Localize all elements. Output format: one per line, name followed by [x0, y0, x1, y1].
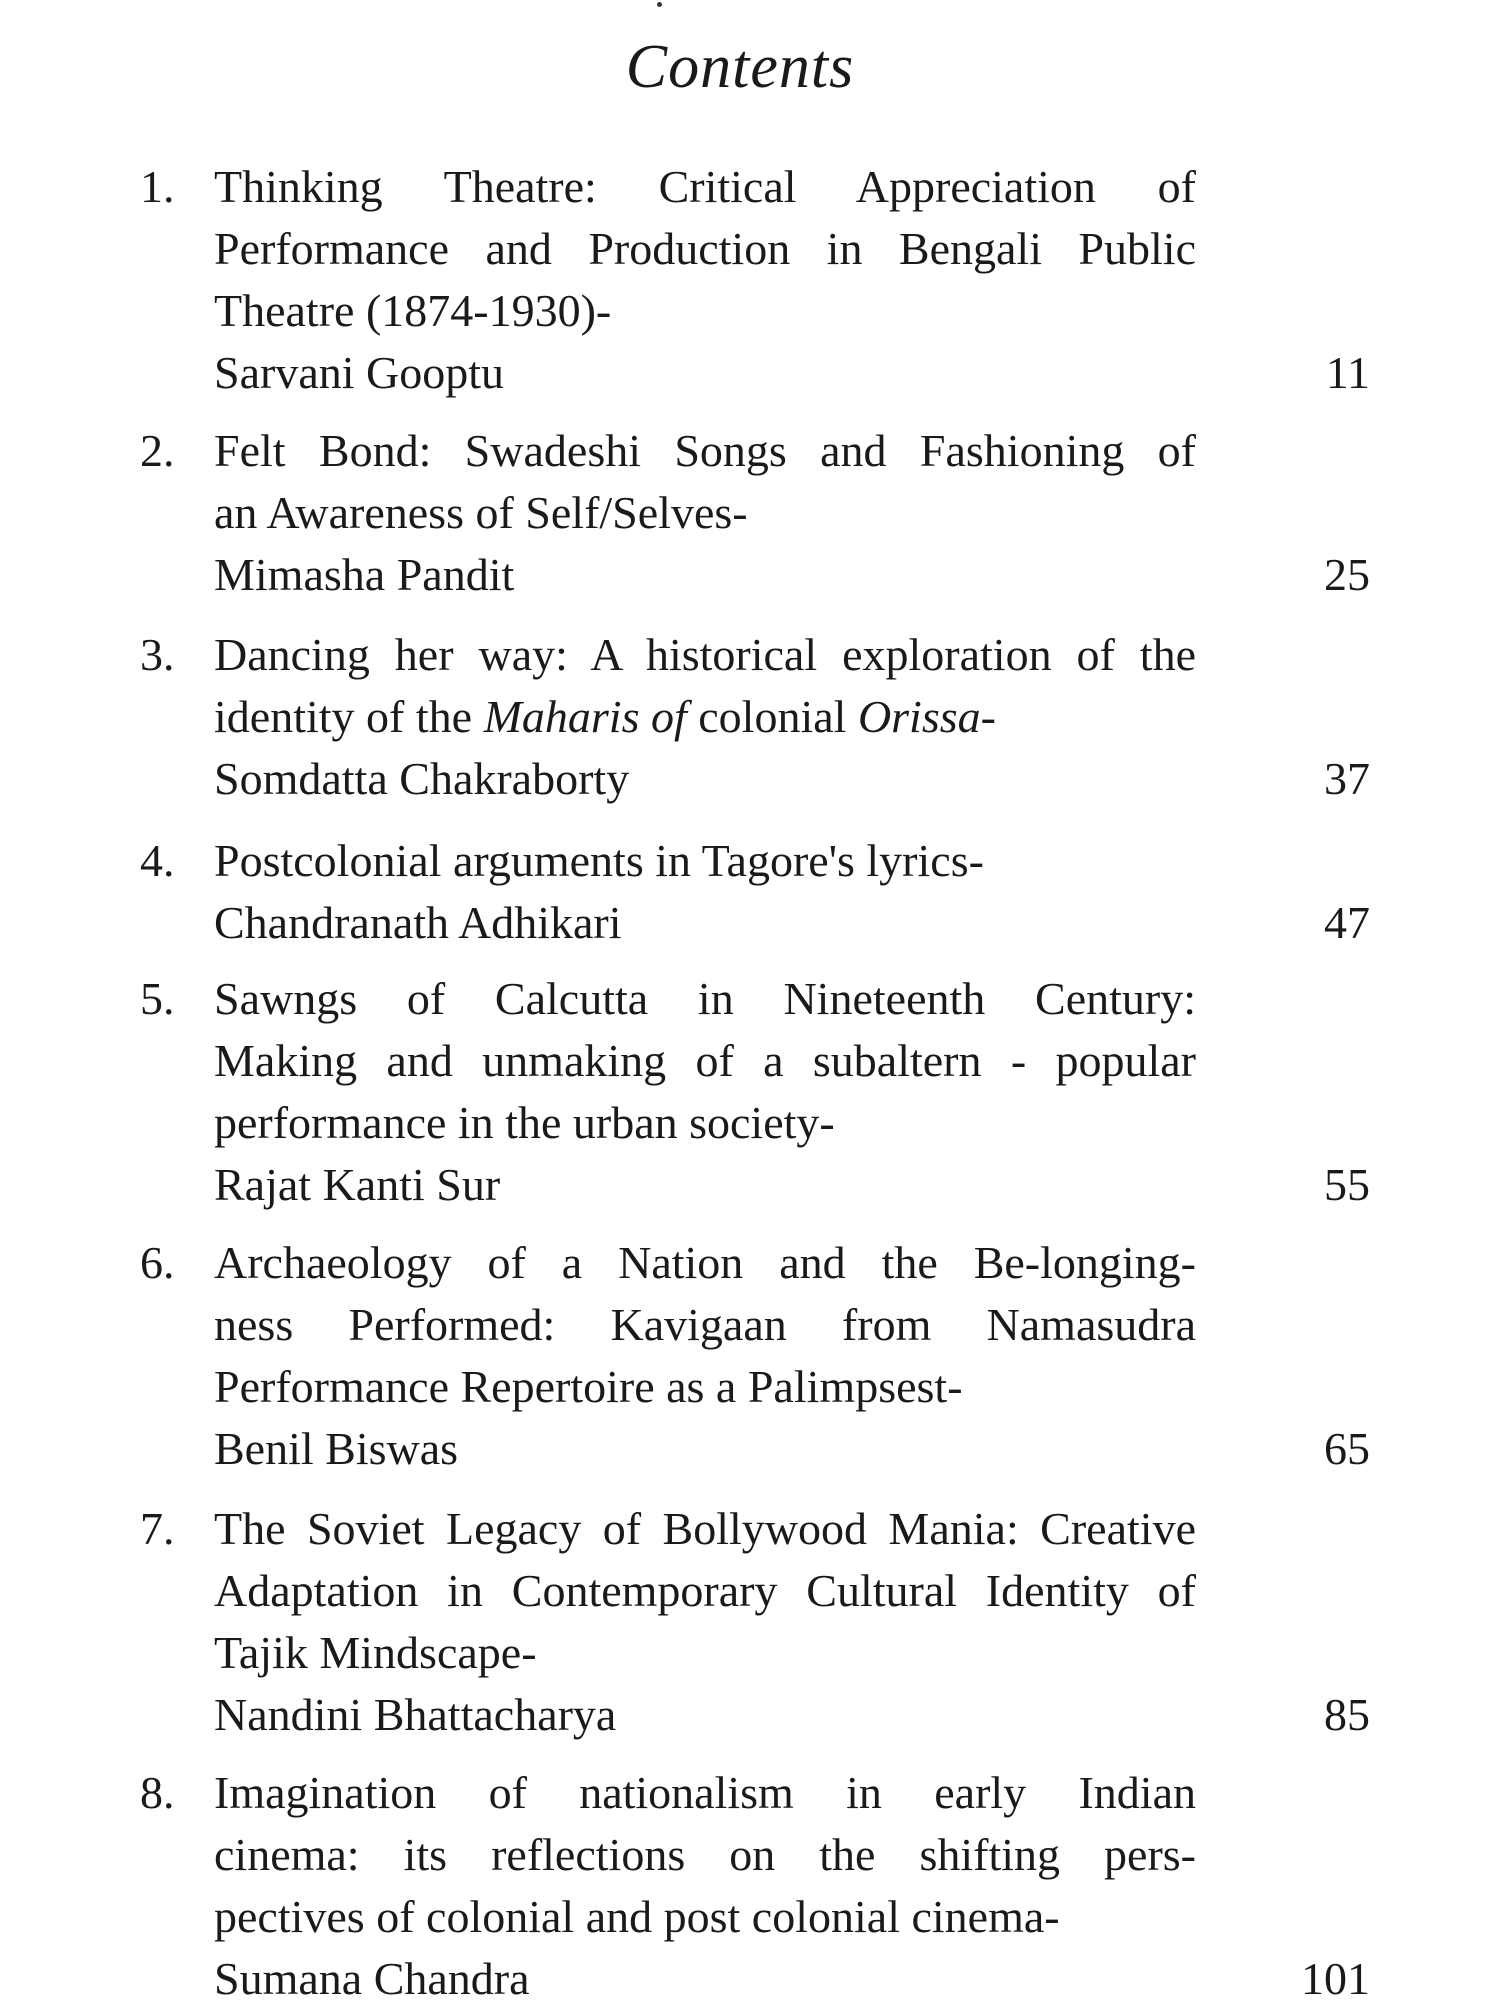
title-line: Thinking Theatre: Critical Appreciation of: [214, 161, 1196, 212]
title-line: Performance and Production in Bengali Public: [214, 223, 1196, 274]
entry-title: [214, 624, 1196, 810]
entry-title: [214, 968, 1196, 1216]
title-line: pectives of colonial and post colonial cinema-: [214, 1891, 1060, 1942]
entry-page-number: 85: [1324, 1689, 1370, 1740]
entry-title: [214, 156, 1196, 404]
title-line: performance in the urban society-: [214, 1097, 835, 1148]
entry-page-number: 47: [1324, 897, 1370, 948]
title-italic-text: Maharis of: [483, 691, 687, 742]
entry-author: Sarvani Gooptu: [214, 347, 505, 398]
title-line: Imagination of nationalism in early Indian: [214, 1767, 1196, 1818]
title-line: Theatre (1874-1930)-: [214, 285, 612, 336]
entry-number: 2.: [140, 425, 175, 476]
print-speck: [657, 2, 662, 7]
entry-title: [214, 1232, 1196, 1480]
entry-page-number: 25: [1324, 549, 1370, 600]
title-line: Postcolonial arguments in Tagore's lyrics-: [214, 835, 984, 886]
page-title: Contents: [625, 33, 855, 101]
entry-author: Somdatta Chakraborty: [214, 753, 630, 804]
entry-number: 5.: [140, 973, 175, 1024]
title-line: Archaeology of a Nation and the Be-longing-: [214, 1237, 1196, 1288]
entry-author: Chandranath Adhikari: [214, 897, 622, 948]
title-line: Dancing her way: A historical exploration of the: [214, 629, 1196, 680]
title-line: Making and unmaking of a subaltern - popular: [214, 1035, 1196, 1086]
title-line: Adaptation in Contemporary Cultural Identity of: [214, 1565, 1196, 1616]
title-line: an Awareness of Self/Selves-: [214, 487, 748, 538]
entry-page-number: 55: [1324, 1159, 1370, 1210]
title-line: Felt Bond: Swadeshi Songs and Fashioning of: [214, 425, 1196, 476]
title-line: The Soviet Legacy of Bollywood Mania: Creative: [214, 1503, 1196, 1554]
entry-number: 7.: [140, 1503, 175, 1554]
title-line: Tajik Mindscape-: [214, 1627, 537, 1678]
title-italic-text: Orissa: [857, 691, 981, 742]
entry-author: Nandini Bhattacharya: [214, 1689, 617, 1740]
entry-title: [214, 830, 1196, 954]
entry-author: Sumana Chandra: [214, 1953, 530, 2004]
entry-author: Rajat Kanti Sur: [214, 1159, 501, 1210]
entry-page-number: 65: [1324, 1423, 1370, 1474]
entry-number: 8.: [140, 1767, 175, 1818]
entry-number: 6.: [140, 1237, 175, 1288]
title-text: colonial: [686, 691, 858, 742]
entry-page-number: 101: [1301, 1953, 1370, 2004]
entry-author: Mimasha Pandit: [214, 549, 515, 600]
entry-title: [214, 420, 1196, 606]
title-line: Performance Repertoire as a Palimpsest-: [214, 1361, 963, 1412]
title-line: ness Performed: Kavigaan from Namasudra: [214, 1299, 1196, 1350]
title-line: Sawngs of Calcutta in Nineteenth Century:: [214, 973, 1196, 1024]
entry-page-number: 37: [1324, 753, 1370, 804]
entry-number: 4.: [140, 835, 175, 886]
title-line: cinema: its reflections on the shifting pers-: [214, 1829, 1196, 1880]
entry-number: 1.: [140, 161, 175, 212]
title-text: -: [980, 691, 996, 742]
entry-number: 3.: [140, 629, 175, 680]
title-line: [214, 686, 1196, 748]
title-text: identity of the: [214, 691, 484, 742]
entry-author: Benil Biswas: [214, 1423, 459, 1474]
entry-title: [214, 1762, 1196, 2010]
entry-page-number: 11: [1325, 347, 1370, 398]
entry-title: [214, 1498, 1196, 1746]
